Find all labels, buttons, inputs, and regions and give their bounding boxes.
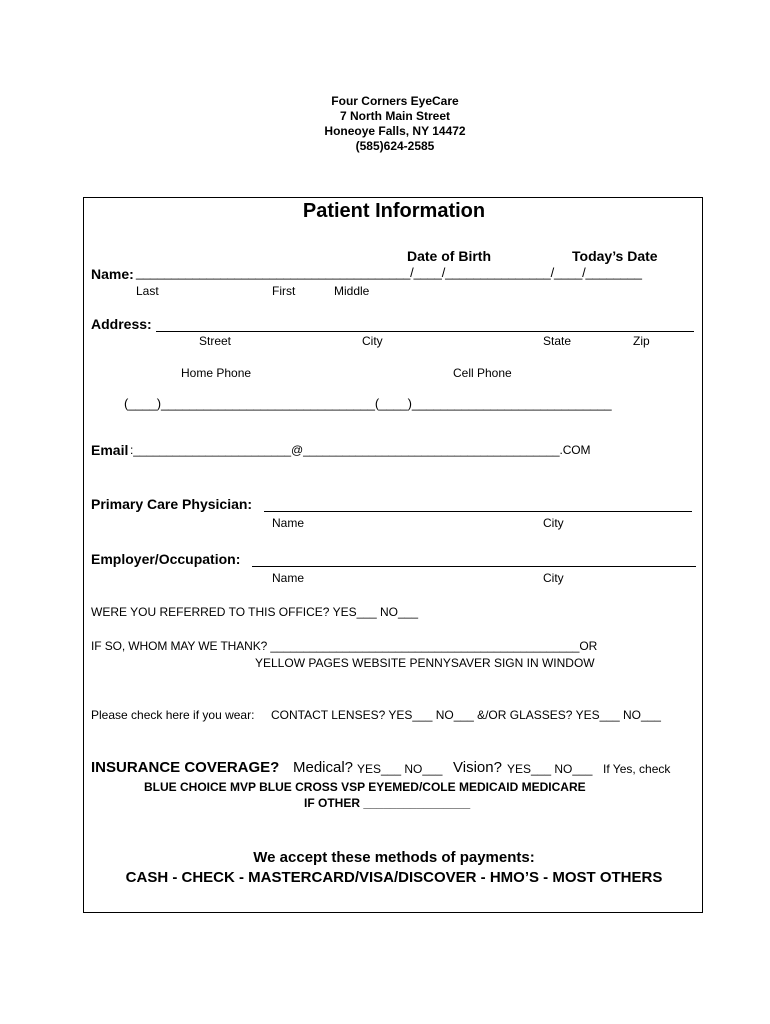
vision-label: Vision? <box>453 759 502 776</box>
pcp-sub-name: Name <box>272 516 305 530</box>
medical-options[interactable]: YES___ NO___ <box>357 762 443 776</box>
wear-label: Please check here if you wear: <box>91 708 255 722</box>
address-sub-zip: Zip <box>633 334 650 348</box>
employer-sub-name: Name <box>272 571 305 585</box>
employer-field[interactable] <box>252 566 696 567</box>
practice-name: Four Corners EyeCare <box>331 94 459 108</box>
pcp-field[interactable] <box>264 511 692 512</box>
if-other-field[interactable]: IF OTHER ________________ <box>304 796 471 810</box>
practice-city-state: Honeoye Falls, NY 14472 <box>324 124 466 138</box>
home-phone-label: Home Phone <box>181 366 252 380</box>
address-sub-state: State <box>543 334 572 348</box>
name-field[interactable]: _______________________________________/____/_______________/____/________ <box>136 265 642 280</box>
name-label: Name: <box>91 266 134 282</box>
cell-phone-label: Cell Phone <box>453 366 512 380</box>
todays-date-label: Today’s Date <box>572 248 658 264</box>
pcp-label: Primary Care Physician: <box>91 496 253 512</box>
form-title: Patient Information <box>302 200 486 222</box>
payments-heading: We accept these methods of payments: <box>253 849 535 866</box>
name-sub-first: First <box>272 284 296 298</box>
name-sub-middle: Middle <box>334 284 370 298</box>
wear-options[interactable]: CONTACT LENSES? YES___ NO___ &/OR GLASSES? YES___ NO___ <box>271 708 661 722</box>
thank-options: YELLOW PAGES WEBSITE PENNYSAVER SIGN IN WINDOW <box>255 656 595 670</box>
if-yes-text: If Yes, check <box>603 762 671 776</box>
employer-label: Employer/Occupation: <box>91 551 241 567</box>
employer-sub-city: City <box>543 571 564 585</box>
address-sub-city: City <box>362 334 383 348</box>
phone-fields[interactable]: (____)______________________________(____)____________________________ <box>124 396 612 411</box>
payments-list: CASH - CHECK - MASTERCARD/VISA/DISCOVER - HMO’S - MOST OTHERS <box>125 869 663 886</box>
pcp-sub-city: City <box>543 516 564 530</box>
address-sub-street: Street <box>199 334 232 348</box>
vision-options[interactable]: YES___ NO___ <box>507 762 593 776</box>
address-field[interactable] <box>156 331 694 332</box>
dob-label: Date of Birth <box>407 248 491 264</box>
insurance-plans[interactable]: BLUE CHOICE MVP BLUE CROSS VSP EYEMED/COLE MEDICAID MEDICARE <box>144 780 586 794</box>
medical-label: Medical? <box>293 759 354 776</box>
insurance-label: INSURANCE COVERAGE? <box>91 759 280 776</box>
email-label: Email <box>91 442 129 458</box>
practice-street: 7 North Main Street <box>339 109 450 123</box>
thank-question[interactable]: IF SO, WHOM MAY WE THANK? _______________________________________________OR <box>91 639 598 653</box>
email-field[interactable]: :________________________@_______________________________________.COM <box>130 443 591 457</box>
address-label: Address: <box>91 316 152 332</box>
referred-question[interactable]: WERE YOU REFERRED TO THIS OFFICE? YES___ NO___ <box>91 605 418 619</box>
practice-phone: (585)624-2585 <box>355 139 435 153</box>
name-sub-last: Last <box>136 284 159 298</box>
